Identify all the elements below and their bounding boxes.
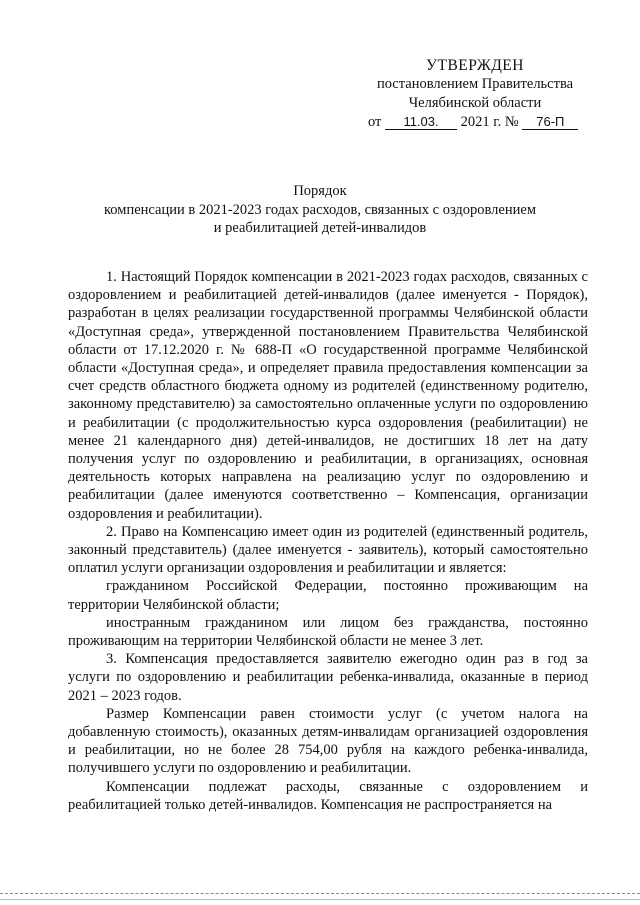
approval-line-1: постановлением Правительства xyxy=(376,76,574,92)
date-prefix: от xyxy=(368,114,382,130)
approval-line-2: Челябинской области xyxy=(408,95,542,111)
number-value: 76-П xyxy=(522,114,578,130)
approval-title: УТВЕРЖДЕН xyxy=(426,57,524,74)
paragraph-2: 2. Право на Компенсацию имеет один из родителей (единственный родитель, законный представитель) (далее именуется - заявитель), который самостоятельно оплатил услуги организации оздоровления и реабилитации и является: xyxy=(68,523,588,577)
document-body xyxy=(68,268,588,814)
scan-edge-line-2 xyxy=(0,899,640,900)
paragraph-5: 3. Компенсация предоставляется заявителю ежегодно один раз в год за услуги по оздоровлению и реабилитации ребенка-инвалида, оказанные в период 2021 – 2023 годов. xyxy=(68,651,588,704)
paragraph-1: 1. Настоящий Порядок компенсации в 2021-2023 годах расходов, связанных с оздоровлением и реабилитацией детей-инвалидов (далее именуется - Порядок), разработан в целях реализации государственной программы Челябинской области «Доступная среда», утвержденной постановлением Правительства Челябинской области от 17.12.2020 г. № 688-П «О государственной программе Челябинской области «Доступная среда», и определяет правила предоставления компенсации за счет средств областного бюджета одному из родителей (единственному родителю, законному представителю) за самостоятельно оплаченные услуги по оздоровлению и реабилитации (с продолжительностью курса оздоровления (реабилитации) не менее 21 календарного дня) детей-инвалидов, не достигших 18 лет на дату получения услуг по оздоровлению и реабилитации, в организациях, основная деятельность которых направлена на реализацию услуг по оздоровлению и реабилитации (далее именуются соответственно – Компенсация, организации оздоровления и реабилитации). xyxy=(68,269,588,522)
title-line-1: Порядок xyxy=(293,183,347,199)
date-year: 2021 г. № xyxy=(460,114,519,130)
title-line-3: и реабилитацией детей-инвалидов xyxy=(213,220,427,236)
approval-stamp xyxy=(360,56,590,132)
paragraph-6: Размер Компенсации равен стоимости услуг (с учетом налога на добавленную стоимость), оказанных детям-инвалидам организацией оздоровления и реабилитации, но не более 28 754,00 рубля на каждого ребенка-инвалида, получившего услуги по оздоровлению и реабилитации. xyxy=(68,705,588,777)
paragraph-4: иностранным гражданином или лицом без гражданства, постоянно проживающим на территории Челябинской области не менее 3 лет. xyxy=(68,614,588,650)
date-value: 11.03. xyxy=(385,114,457,130)
approval-date-line xyxy=(360,113,590,132)
document-title xyxy=(60,182,580,238)
paragraph-7: Компенсации подлежат расходы, связанные с оздоровлением и реабилитацией только детей-инвалидов. Компенсация не распространяется на xyxy=(68,778,588,813)
title-line-2: компенсации в 2021-2023 годах расходов, связанных с оздоровлением xyxy=(103,201,536,218)
paragraph-3: гражданином Российской Федерации, постоянно проживающим на территории Челябинской области; xyxy=(68,578,588,613)
scan-edge-line xyxy=(0,893,640,894)
